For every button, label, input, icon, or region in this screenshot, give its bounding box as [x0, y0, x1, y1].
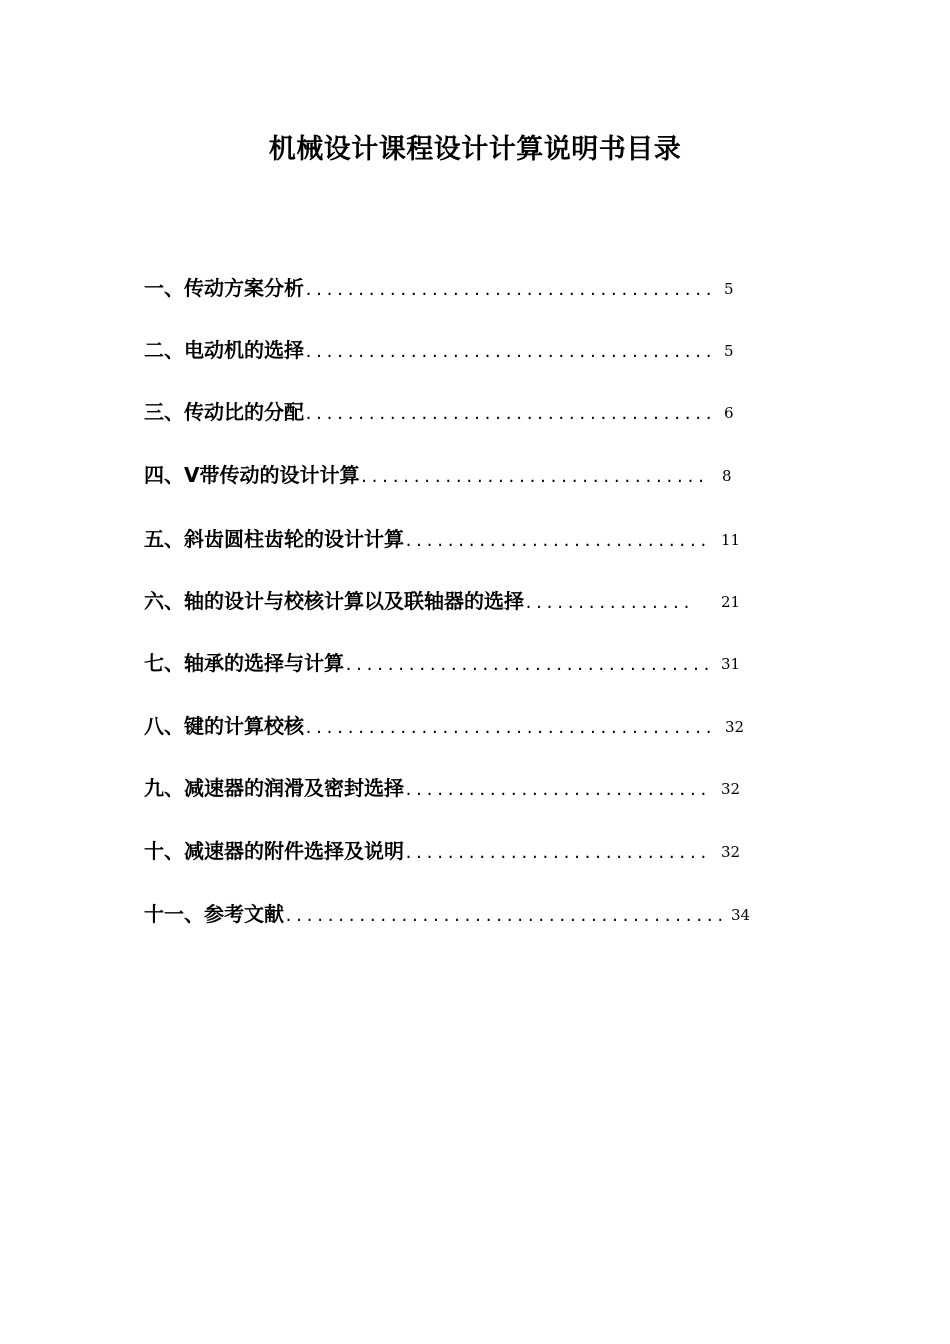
toc-leader-dots: .......................................: [304, 281, 715, 299]
toc-entry: [144, 833, 741, 869]
toc-leader-dots: .......................................: [304, 405, 715, 423]
toc-page-number: 32: [725, 718, 745, 736]
toc-entry-label: 十、减速器的附件选择及说明: [144, 839, 404, 863]
toc-entry-label: 九、减速器的润滑及密封选择: [144, 776, 404, 800]
toc-leader-dots: .................................: [359, 468, 707, 486]
toc-entry: [144, 708, 745, 744]
toc-page-number: 6: [724, 404, 734, 422]
toc-entry: [144, 521, 741, 557]
toc-entry-label: 十一、参考文献: [144, 902, 284, 926]
toc-page-number: 5: [724, 342, 734, 360]
toc-entry-label: 三、传动比的分配: [144, 400, 304, 424]
toc-entry: [144, 394, 734, 430]
toc-entry-label: 八、键的计算校核: [144, 714, 304, 738]
toc-leader-dots: .............................: [404, 532, 710, 550]
toc-entry-label: 四、V带传动的设计计算: [144, 463, 360, 487]
toc-entry: [144, 332, 734, 368]
toc-leader-dots: ...................................: [344, 656, 713, 674]
toc-page-number: 31: [721, 655, 741, 673]
toc-entry: [144, 770, 741, 806]
toc-entry: [144, 896, 751, 932]
toc-leader-dots: .......................................: [304, 343, 715, 361]
toc-leader-dots: ................: [524, 594, 693, 612]
toc-entry: [144, 645, 741, 681]
toc-entry-label: 二、电动机的选择: [144, 338, 304, 362]
document-title: 机械设计课程设计计算说明书目录: [268, 134, 682, 165]
toc-leader-dots: .............................: [404, 781, 710, 799]
toc-page-number: 32: [721, 780, 741, 798]
toc-page-number: 32: [721, 843, 741, 861]
toc-entry: [144, 583, 741, 619]
toc-entry-label: 一、传动方案分析: [144, 276, 304, 300]
toc-entry: [144, 457, 732, 493]
toc-leader-dots: .......................................: [304, 719, 715, 737]
toc-page-number: 8: [722, 467, 732, 485]
toc-entry: [144, 270, 734, 306]
toc-entry-label: 七、轴承的选择与计算: [144, 651, 344, 675]
toc-leader-dots: .............................: [404, 844, 710, 862]
toc-page-number: 34: [731, 906, 751, 924]
toc-page-number: 5: [724, 280, 734, 298]
toc-entry-label: 五、斜齿圆柱齿轮的设计计算: [144, 527, 404, 551]
toc-leader-dots: ..........................................: [284, 907, 727, 925]
toc-entry-label: 六、轴的设计与校核计算以及联轴器的选择: [144, 589, 524, 613]
toc-page-number: 11: [721, 531, 741, 549]
toc-page-number: 21: [721, 593, 741, 611]
